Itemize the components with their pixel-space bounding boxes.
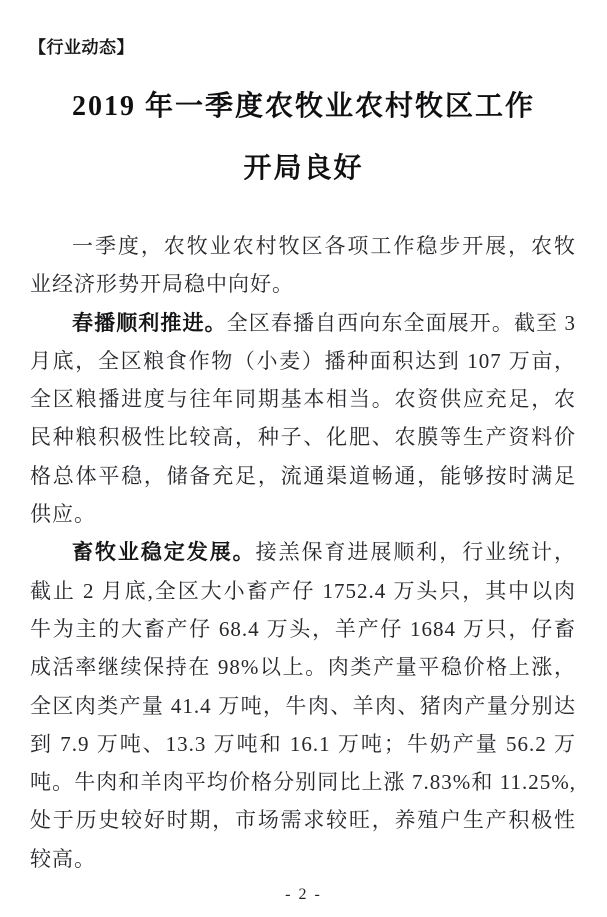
- doc-title: [0, 76, 607, 200]
- page-number: - 2 -: [285, 886, 322, 903]
- paragraph-spring-planting: [30, 304, 576, 534]
- document-body: [30, 227, 576, 878]
- section-tag: 【行业动态】: [29, 38, 134, 57]
- paragraph-livestock: [30, 533, 576, 878]
- doc-title-line1: 2019 年一季度农牧业农村牧区工作: [71, 91, 535, 122]
- paragraph-lead: 春播顺利推进。: [72, 310, 227, 335]
- doc-title-line2: 开局良好: [243, 153, 364, 184]
- paragraph-lead: 畜牧业稳定发展。: [72, 540, 256, 565]
- paragraph-text: 一季度，农牧业农村牧区各项工作稳步开展，农牧业经济形势开局稳中向好。: [30, 234, 576, 297]
- paragraph-overview: [30, 227, 576, 304]
- paragraph-text: 全区春播自西向东全面展开。截至 3 月底，全区粮食作物（小麦）播种面积达到 107 万亩，全区粮播进度与往年同期基本相当。农资供应充足，农民种粮积极性比较高，种子、化肥、农膜等生产资料价格总体平稳，储备充足，流通渠道畅通，能够按时满足供应。: [30, 310, 577, 527]
- paragraph-text: 接羔保育进展顺利，行业统计，截止 2 月底,全区大小畜产仔 1752.4 万头只，其中以肉牛为主的大畜产仔 68.4 万头，羊产仔 1684 万只，仔畜成活率继续保持在 98%以上。肉类产量平稳价格上涨，全区肉类产量 41.4 万吨，牛肉、羊肉、猪肉产量分别达到 7.9 万吨、13.3 万吨和 16.1 万吨；牛奶产量 56.2 万吨。牛肉和羊肉平均价格分别同比上涨 7.83%和 11.25%,处于历史较好时期，市场需求较旺，养殖户生产积极性较高。: [30, 540, 577, 871]
